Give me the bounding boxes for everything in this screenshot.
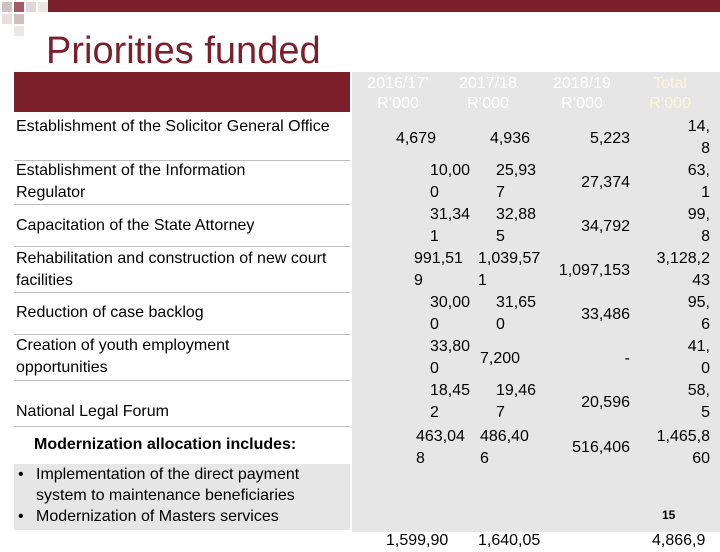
- cell-total: 63, 1: [687, 162, 710, 201]
- cell-2018-19: 34,792: [581, 218, 630, 235]
- cell-total: 3,128,2 43: [656, 250, 710, 289]
- row-divider: [14, 292, 350, 293]
- cell-2016-17: 30,00 0: [430, 294, 471, 333]
- cell-total: 14, 8: [687, 118, 710, 157]
- header-band: [14, 72, 350, 112]
- cell-2017-18: 7,200: [480, 350, 521, 367]
- cell-2018-19: 27,374: [581, 174, 630, 191]
- row-label: Capacitation of the State Attorney: [16, 217, 255, 234]
- row-label: Establishment of the Solicitor General Office: [16, 118, 330, 135]
- cell-total: 58, 5: [687, 382, 710, 421]
- column-header-2018-19: 2018/19 R’000: [553, 75, 611, 112]
- cell-2017-18: 1,039,57 1: [478, 250, 541, 289]
- column-header-total: Total R’000: [649, 75, 691, 112]
- cell-2016-17: 18,45 2: [430, 382, 471, 421]
- row-label: Modernization allocation includes:: [34, 436, 297, 453]
- top-accent-bar: [48, 0, 720, 12]
- page-number: 15: [662, 508, 676, 522]
- row-label: Reduction of case backlog: [16, 304, 204, 321]
- cell-2018-19: -: [624, 350, 630, 367]
- cell-2016-17: 31,34 1: [430, 206, 471, 245]
- cell-2017-18: 486,40 6: [480, 428, 529, 467]
- bottom-total-2016-17: 1,599,90: [386, 532, 449, 549]
- cell-2016-17: 991,51 9: [414, 250, 463, 289]
- cell-2017-18: 25,93 7: [496, 162, 537, 201]
- column-header-2016-17: 2016/17’ R’000: [367, 75, 429, 112]
- cell-2017-18: 4,936: [489, 130, 530, 147]
- row-label: National Legal Forum: [16, 403, 169, 420]
- row-label: Establishment of the Information Regulator: [16, 162, 246, 201]
- cell-total: 99, 8: [687, 206, 710, 245]
- cell-2017-18: 19,46 7: [496, 382, 537, 421]
- cell-2016-17: 10,00 0: [430, 162, 471, 201]
- cell-total: 1,465,8 60: [656, 428, 710, 467]
- cell-2016-17: 463,04 8: [416, 428, 465, 467]
- cell-2018-19: 20,596: [581, 394, 630, 411]
- cell-2018-19: 5,223: [589, 130, 630, 147]
- row-label: Creation of youth employment opportunities: [16, 337, 230, 376]
- cell-2017-18: 31,65 0: [496, 294, 537, 333]
- row-divider: [14, 380, 350, 381]
- column-header-2017-18: 2017/18 R’000: [459, 75, 517, 112]
- cell-total: 95, 6: [687, 294, 710, 333]
- bottom-total: 4,866,9: [652, 532, 706, 549]
- bullet-item: • Implementation of the direct payment system to maintenance beneficiaries: [14, 464, 350, 506]
- bullet-item: • Modernization of Masters services: [14, 506, 350, 527]
- row-divider: [14, 204, 350, 205]
- cell-2016-17: 4,679: [395, 130, 436, 147]
- row-divider: [14, 246, 350, 247]
- cell-2018-19: 33,486: [581, 306, 630, 323]
- page-title: Priorities funded: [46, 30, 321, 72]
- cell-2018-19: 516,406: [572, 439, 630, 456]
- bottom-total-2017-18: 1,640,05: [478, 532, 541, 549]
- cell-2017-18: 32,88 5: [496, 206, 537, 245]
- cell-2016-17: 33,80 0: [430, 338, 471, 377]
- cell-2018-19: 1,097,153: [558, 262, 630, 279]
- row-divider: [14, 426, 350, 427]
- row-label: Rehabilitation and construction of new court facilities: [16, 250, 327, 289]
- cell-total: 41, 0: [687, 338, 710, 377]
- modernization-bullets: [14, 464, 350, 530]
